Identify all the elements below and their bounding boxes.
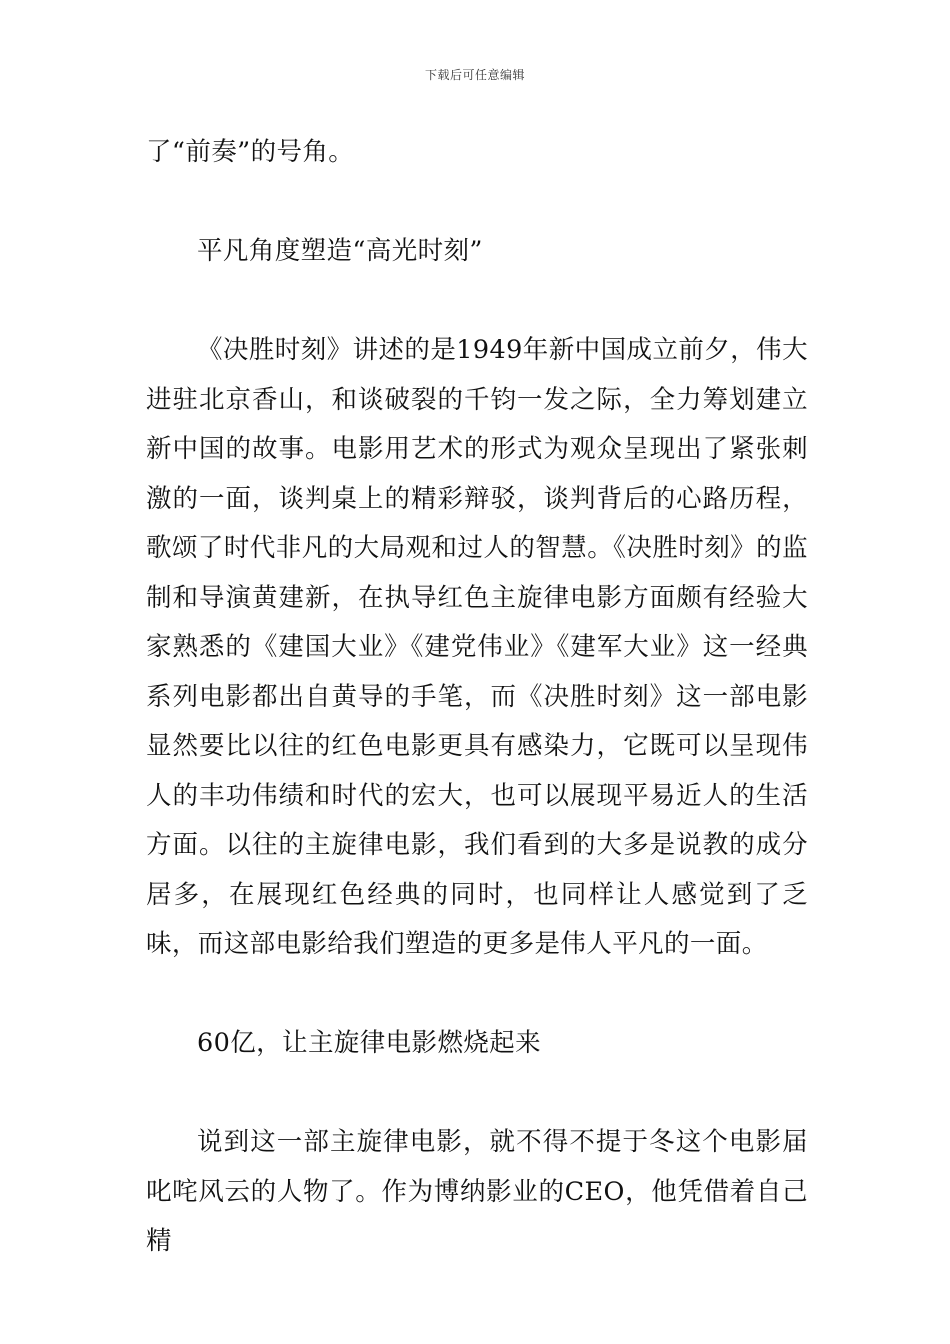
- document-body: [146, 128, 808, 1267]
- page-header-note: 下载后可任意编辑: [424, 68, 525, 82]
- paragraph-gap: [146, 970, 808, 1020]
- paragraph-gap: [146, 277, 808, 327]
- body-paragraph: 《决胜时刻》讲述的是1949年新中国成立前夕，伟大进驻北京香山，和谈破裂的千钧一发之际，全力筹划建立新中国的故事。电影用艺术的形式为观众呈现出了紧张刺激的一面，谈判桌上的精彩辩驳，谈判背后的心路历程，歌颂了时代非凡的大局观和过人的智慧。《决胜时刻》的监制和导演黄建新，在执导红色主旋律电影方面颇有经验大家熟悉的《建国大业》《建党伟业》《建军大业》这一经典系列电影都出自黄导的手笔，而《决胜时刻》这一部电影显然要比以往的红色电影更具有感染力，它既可以呈现伟人的丰功伟绩和时代的宏大，也可以展现平易近人的生活方面。以往的主旋律电影，我们看到的大多是说教的成分居多，在展现红色经典的同时，也同样让人感觉到了乏味，而这部电影给我们塑造的更多是伟人平凡的一面。: [146, 335, 808, 959]
- section-heading: 平凡角度塑造“高光时刻”: [197, 236, 483, 266]
- paragraph-continuation: 了“前奏”的号角。: [146, 137, 355, 167]
- section-heading: 60亿，让主旋律电影燃烧起来: [197, 1028, 542, 1058]
- paragraph-gap: [146, 178, 808, 228]
- body-paragraph: 说到这一部主旋律电影，就不得不提于冬这个电影届叱咤风云的人物了。作为博纳影业的CEO，他凭借着自己精: [146, 1127, 808, 1256]
- paragraph-gap: [146, 1069, 808, 1119]
